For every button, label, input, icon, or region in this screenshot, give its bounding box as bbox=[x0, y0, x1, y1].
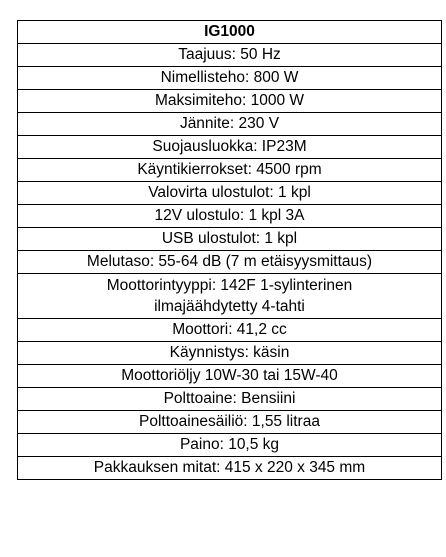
spec-displacement: Moottori: 41,2 cc bbox=[18, 319, 442, 342]
table-row bbox=[18, 21, 442, 44]
spec-starting: Käynnistys: käsin bbox=[18, 342, 442, 365]
table-row bbox=[18, 136, 442, 159]
table-row bbox=[18, 67, 442, 90]
spec-ac-outputs: Valovirta ulostulot: 1 kpl bbox=[18, 182, 442, 205]
spec-max-power: Maksimiteho: 1000 W bbox=[18, 90, 442, 113]
spec-usb-outputs: USB ulostulot: 1 kpl bbox=[18, 228, 442, 251]
table-row bbox=[18, 319, 442, 342]
table-row bbox=[18, 205, 442, 228]
table-row bbox=[18, 365, 442, 388]
spec-fuel-tank: Polttoainesäiliö: 1,55 litraa bbox=[18, 411, 442, 434]
spec-rated-power: Nimellisteho: 800 W bbox=[18, 67, 442, 90]
table-row bbox=[18, 182, 442, 205]
spec-engine-oil: Moottoriöljy 10W-30 tai 15W-40 bbox=[18, 365, 442, 388]
spec-engine-type-line1: Moottorintyyppi: 142F 1-sylinterinen bbox=[106, 277, 353, 294]
table-row bbox=[18, 274, 442, 319]
spec-package-dimensions: Pakkauksen mitat: 415 x 220 x 345 mm bbox=[18, 457, 442, 480]
spec-frequency: Taajuus: 50 Hz bbox=[18, 44, 442, 67]
table-row bbox=[18, 90, 442, 113]
spec-table bbox=[17, 20, 442, 480]
table-row bbox=[18, 113, 442, 136]
spec-protection-class: Suojausluokka: IP23M bbox=[18, 136, 442, 159]
table-row bbox=[18, 411, 442, 434]
table-row bbox=[18, 342, 442, 365]
table-row bbox=[18, 44, 442, 67]
table-title: IG1000 bbox=[18, 21, 442, 44]
spec-noise-level: Melutaso: 55-64 dB (7 m etäisyysmittaus) bbox=[18, 251, 442, 274]
spec-rpm: Käyntikierrokset: 4500 rpm bbox=[18, 159, 442, 182]
table-row bbox=[18, 388, 442, 411]
spec-fuel: Polttoaine: Bensiini bbox=[18, 388, 442, 411]
spec-engine-type-line2: ilmajäähdytetty 4-tahti bbox=[154, 298, 305, 315]
spec-voltage: Jännite: 230 V bbox=[18, 113, 442, 136]
spec-12v-output: 12V ulostulo: 1 kpl 3A bbox=[18, 205, 442, 228]
table-row bbox=[18, 159, 442, 182]
table-row bbox=[18, 228, 442, 251]
table-row bbox=[18, 457, 442, 480]
table-row bbox=[18, 434, 442, 457]
table-row bbox=[18, 251, 442, 274]
spec-engine-type bbox=[18, 274, 442, 319]
spec-weight: Paino: 10,5 kg bbox=[18, 434, 442, 457]
